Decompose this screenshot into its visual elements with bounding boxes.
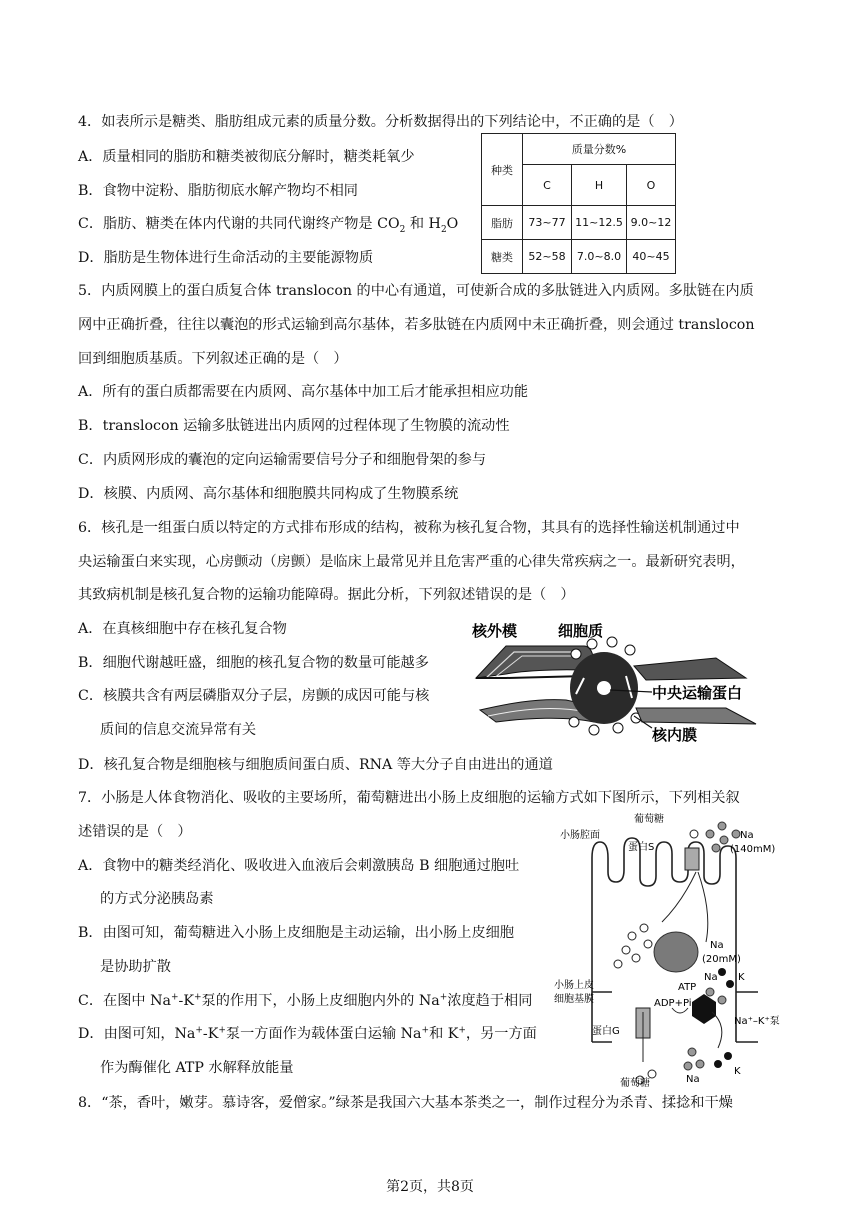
label-protein-s: 蛋白S: [628, 842, 655, 853]
table-col-h: H: [572, 165, 627, 206]
q7-option-a-cont: 的方式分泌胰岛素: [100, 891, 214, 907]
q6-option-c-cont: 质间的信息交流异常有关: [100, 722, 257, 738]
label-na-bottom: Na: [686, 1074, 700, 1085]
table-col-c: C: [523, 165, 572, 206]
table-col-o: O: [627, 165, 676, 206]
q4-stem: 4．如表所示是糖类、脂肪组成元素的质量分数。分析数据得出的下列结论中，不正确的是（ ）: [78, 114, 683, 130]
table-row: [482, 206, 676, 240]
q6-option-d: D．核孔复合物是细胞核与细胞质间蛋白质、RNA 等大分子自由进出的通道: [78, 757, 553, 773]
q7-option-b: B．由图可知，葡萄糖进入小肠上皮细胞是主动运输，出小肠上皮细胞: [78, 925, 515, 941]
label-na-pump: Na: [704, 972, 718, 983]
q6-option-b: B．细胞代谢越旺盛，细胞的核孔复合物的数量可能越多: [78, 655, 429, 671]
table-row: [482, 240, 676, 274]
label-lumen: 小肠腔面: [560, 830, 600, 841]
nucleus: [654, 932, 698, 972]
label-atp: ATP: [678, 982, 697, 993]
intestine-cell-figure: [552, 812, 802, 1092]
q5-stem-line1: 5．内质网膜上的蛋白质复合体 translocon 的中心有通道，可使新合成的多肽链进入内质网。多肽链在内质: [78, 283, 754, 299]
label-glucose-bottom: 葡萄糖: [620, 1078, 650, 1089]
label-na-in: Na: [710, 940, 724, 951]
q5-stem-line2: 网中正确折叠，往往以囊泡的形式运输到高尔基体，若多肽链在内质网中未正确折叠，则会通过 translocon: [78, 317, 755, 333]
label-central-transport-protein: 中央运输蛋白: [652, 684, 743, 702]
q4-option-b: B．食物中淀粉、脂肪彻底水解产物均不相同: [78, 183, 358, 199]
q7-stem-line1: 7．小肠是人体食物消化、吸收的主要场所，葡萄糖进出小肠上皮细胞的运输方式如下图所示，下列相关叙: [78, 790, 740, 806]
label-pump: Na⁺–K⁺泵: [734, 1016, 780, 1027]
label-inner-membrane: 核内膜: [652, 726, 698, 744]
page-footer: 第2页，共8页: [386, 1179, 474, 1195]
pore-complex: [569, 637, 641, 735]
q4-option-d: D．脂肪是生物体进行生命活动的主要能源物质: [78, 250, 374, 266]
label-k-bottom: K: [734, 1066, 741, 1077]
label-basal-2: 细胞基膜: [554, 994, 594, 1005]
q5-option-d: D．核膜、内质网、高尔基体和细胞膜共同构成了生物膜系统: [78, 486, 459, 502]
q7-option-c: C．在图中 Na+-K+泵的作用下，小肠上皮细胞内外的 Na+浓度趋于相同: [78, 992, 533, 1009]
table-cell: 40~45: [627, 240, 676, 274]
table-cell: 52~58: [523, 240, 572, 274]
nuclear-pore-figure: [466, 618, 786, 746]
table-row-label: 糖类: [482, 240, 523, 274]
table-cell: 9.0~12: [627, 206, 676, 240]
label-na-out-conc: (140mM): [730, 844, 776, 855]
q6-stem-line3: 其致病机制是核孔复合物的运输功能障碍。据此分析，下列叙述错误的是（ ）: [78, 587, 575, 603]
q7-stem-line2: 述错误的是（ ）: [78, 824, 192, 840]
na-k-pump: [692, 994, 716, 1024]
protein-s: [685, 848, 699, 870]
table-cell: 7.0~8.0: [572, 240, 627, 274]
label-outer-membrane: 核外模: [472, 622, 518, 640]
q5-option-a: A．所有的蛋白质都需要在内质网、高尔基体中加工后才能承担相应功能: [78, 384, 529, 400]
q6-option-c: C．核膜共含有两层磷脂双分子层，房颤的成因可能与核: [78, 688, 430, 704]
q4-option-a: A．质量相同的脂肪和糖类被彻底分解时，糖类耗氧少: [78, 149, 415, 165]
label-adp: ADP+Pi: [654, 998, 692, 1009]
q7-option-a: A．食物中的糖类经消化、吸收进入血液后会刺激胰岛 B 细胞通过胞吐: [78, 858, 520, 874]
label-cytoplasm: 细胞质: [558, 622, 604, 640]
label-na-in-conc: (20mM): [702, 954, 741, 965]
q7-option-d-cont: 作为酶催化 ATP 水解释放能量: [100, 1060, 294, 1076]
label-na-out: Na: [740, 830, 754, 841]
table-cell: 11~12.5: [572, 206, 627, 240]
q8-stem-line1: 8．“茶，香叶，嫩芽。慕诗客，爱僧家。”绿茶是我国六大基本茶类之一，制作过程分为杀青、揉捻和干燥: [78, 1095, 733, 1111]
composition-table: [481, 133, 676, 274]
q6-option-a: A．在真核细胞中存在核孔复合物: [78, 621, 287, 637]
label-k-in: K: [738, 972, 745, 983]
label-protein-g: 蛋白G: [592, 1026, 620, 1037]
q7-option-b-cont: 是协助扩散: [100, 959, 171, 975]
table-cell: 73~77: [523, 206, 572, 240]
table-header-mass: 质量分数%: [523, 134, 676, 165]
q5-option-c: C．内质网形成的囊泡的定向运输需要信号分子和细胞骨架的参与: [78, 452, 487, 468]
q5-stem-line3: 回到细胞质基质。下列叙述正确的是（ ）: [78, 351, 348, 367]
table-header-type: 种类: [482, 134, 523, 206]
q6-stem-line1: 6．核孔是一组蛋白质以特定的方式排布形成的结构，被称为核孔复合物，其具有的选择性输送机制通过中: [78, 520, 740, 536]
q4-option-c: C．脂肪、糖类在体内代谢的共同代谢终产物是 $CO_2$ 和 $H_2O$: [78, 216, 459, 235]
q7-option-d: D．由图可知，Na+-K+泵一方面作为载体蛋白运输 Na+和 K+，另一方面: [78, 1025, 537, 1042]
label-glucose-top: 葡萄糖: [634, 814, 664, 825]
q5-option-b: B．translocon 运输多肽链进出内质网的过程体现了生物膜的流动性: [78, 418, 510, 434]
label-basal-1: 小肠上皮: [554, 980, 594, 991]
q6-stem-line2: 央运输蛋白来实现，心房颤动（房颤）是临床上最常见并且危害严重的心律失常疾病之一。最新研究表明，: [78, 554, 745, 570]
table-row-label: 脂肪: [482, 206, 523, 240]
